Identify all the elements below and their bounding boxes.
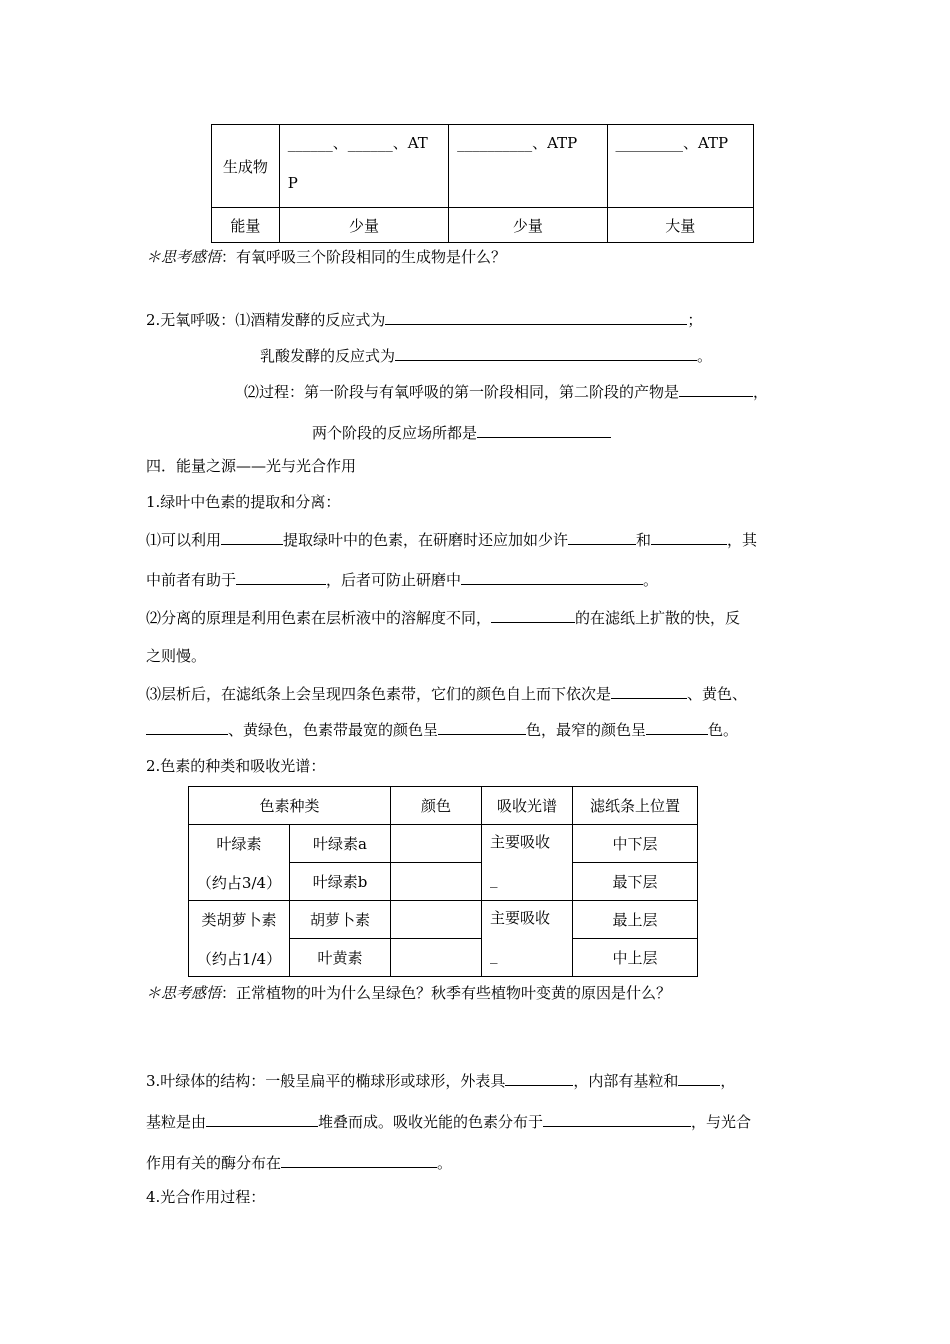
blank [543, 1111, 691, 1127]
blank [477, 422, 611, 438]
part-1-line-5: ⑶层析后，在滤纸条上会呈现四条色素带，它们的颜色自上而下依次是 、黄色、 [146, 685, 748, 703]
blank [438, 719, 526, 735]
stage3-products: _________、ATP [615, 134, 729, 152]
respiration-stages-table [211, 124, 754, 243]
stage1-products: ______、______、AT [287, 134, 428, 152]
blank [505, 1070, 573, 1086]
stage2-products: __________、ATP [457, 134, 578, 152]
group-chlorophyll: 叶绿素 （约占3/4） [189, 825, 290, 901]
table-row [212, 208, 754, 243]
carotene: 胡萝卜素 [290, 901, 391, 939]
xanthophyll-position: 中上层 [573, 939, 698, 977]
part-2-title: 2.色素的种类和吸收光谱： [146, 757, 326, 775]
blank [146, 719, 228, 735]
carotenoid-absorption: 主要吸收 _ [482, 901, 573, 977]
energy-row-label: 能量 [212, 208, 280, 243]
blank [491, 607, 575, 623]
blank [236, 569, 326, 585]
stage1-energy: 少量 [279, 208, 448, 243]
stage3-energy: 大量 [607, 208, 753, 243]
reflection-prompt-1: ＊思考感悟：有氧呼吸三个阶段相同的生成物是什么？ [146, 248, 507, 266]
blank [221, 529, 283, 545]
part-1-title: 1.绿叶中色素的提取和分离： [146, 493, 341, 511]
stage1-products-wrap: P [287, 174, 298, 192]
chlorophyll-b: 叶绿素b [290, 863, 391, 901]
group-carotenoid: 类胡萝卜素 （约占1/4） [189, 901, 290, 977]
header-absorption: 吸收光谱 [482, 787, 573, 825]
carotene-position: 最上层 [573, 901, 698, 939]
blank [281, 1152, 437, 1168]
table-row [212, 125, 754, 208]
blank [651, 529, 727, 545]
blank [646, 719, 708, 735]
chlorophyll-a-position: 中下层 [573, 825, 698, 863]
anaerobic-line-3: ⑵过程：第一阶段与有氧呼吸的第一阶段相同，第二阶段的产物是 ， [244, 383, 769, 401]
part-1-line-2: 中前者有助于 ，后者可防止研磨中 。 [146, 571, 659, 589]
blank [385, 309, 687, 325]
products-row-label: 生成物 [212, 125, 280, 208]
pigment-table [188, 786, 698, 977]
reflection-prompt-2: ＊思考感悟：正常植物的叶为什么呈绿色？秋季有些植物叶变黄的原因是什么？ [146, 984, 672, 1002]
header-position: 滤纸条上位置 [573, 787, 698, 825]
chlorophyll-a: 叶绿素a [290, 825, 391, 863]
anaerobic-line-2: 乳酸发酵的反应式为 。 [260, 347, 713, 365]
blank [206, 1111, 318, 1127]
part-3-line-3: 作用有关的酶分布在 。 [146, 1154, 453, 1172]
part-1-line-6: 、黄绿色，色素带最宽的颜色呈 色，最窄的颜色呈 色。 [146, 719, 738, 739]
blank [679, 381, 753, 397]
stage2-energy: 少量 [449, 208, 607, 243]
blank [395, 345, 697, 361]
blank [568, 529, 636, 545]
chlorophyll-b-position: 最下层 [573, 863, 698, 901]
chlorophyll-absorption: 主要吸收 _ [482, 825, 573, 901]
part-3-line-1: 3.叶绿体的结构：一般呈扁平的椭球形或球形，外表具 ，内部有基粒和 ， [146, 1072, 736, 1090]
part-3-line-2: 基粒是由 堆叠而成。吸收光能的色素分布于 ，与光合 [146, 1113, 752, 1131]
table-row [189, 825, 698, 863]
section-4-title: 四．能量之源——光与光合作用 [146, 457, 357, 475]
header-pigment-type: 色素种类 [189, 787, 391, 825]
anaerobic-line-4: 两个阶段的反应场所都是 [312, 422, 611, 442]
part-4-title: 4.光合作用过程： [146, 1188, 266, 1206]
part-1-line-1: ⑴可以利用 提取绿叶中的色素，在研磨时还应加如少许 和 ，其 [146, 531, 758, 549]
blank [611, 683, 687, 699]
anaerobic-line-1: 2.无氧呼吸：⑴酒精发酵的反应式为 ； [146, 311, 703, 329]
reflection-label: 思考感悟 [161, 248, 222, 266]
blank [461, 569, 643, 585]
blank [678, 1070, 720, 1086]
part-1-line-4: 之则慢。 [146, 647, 207, 665]
reflection-label: 思考感悟 [161, 984, 222, 1002]
xanthophyll: 叶黄素 [290, 939, 391, 977]
table-row [189, 901, 698, 939]
table-row [189, 787, 698, 825]
part-1-line-3: ⑵分离的原理是利用色素在层析液中的溶解度不同， 的在滤纸上扩散的快，反 [146, 609, 741, 627]
header-color: 颜色 [391, 787, 482, 825]
